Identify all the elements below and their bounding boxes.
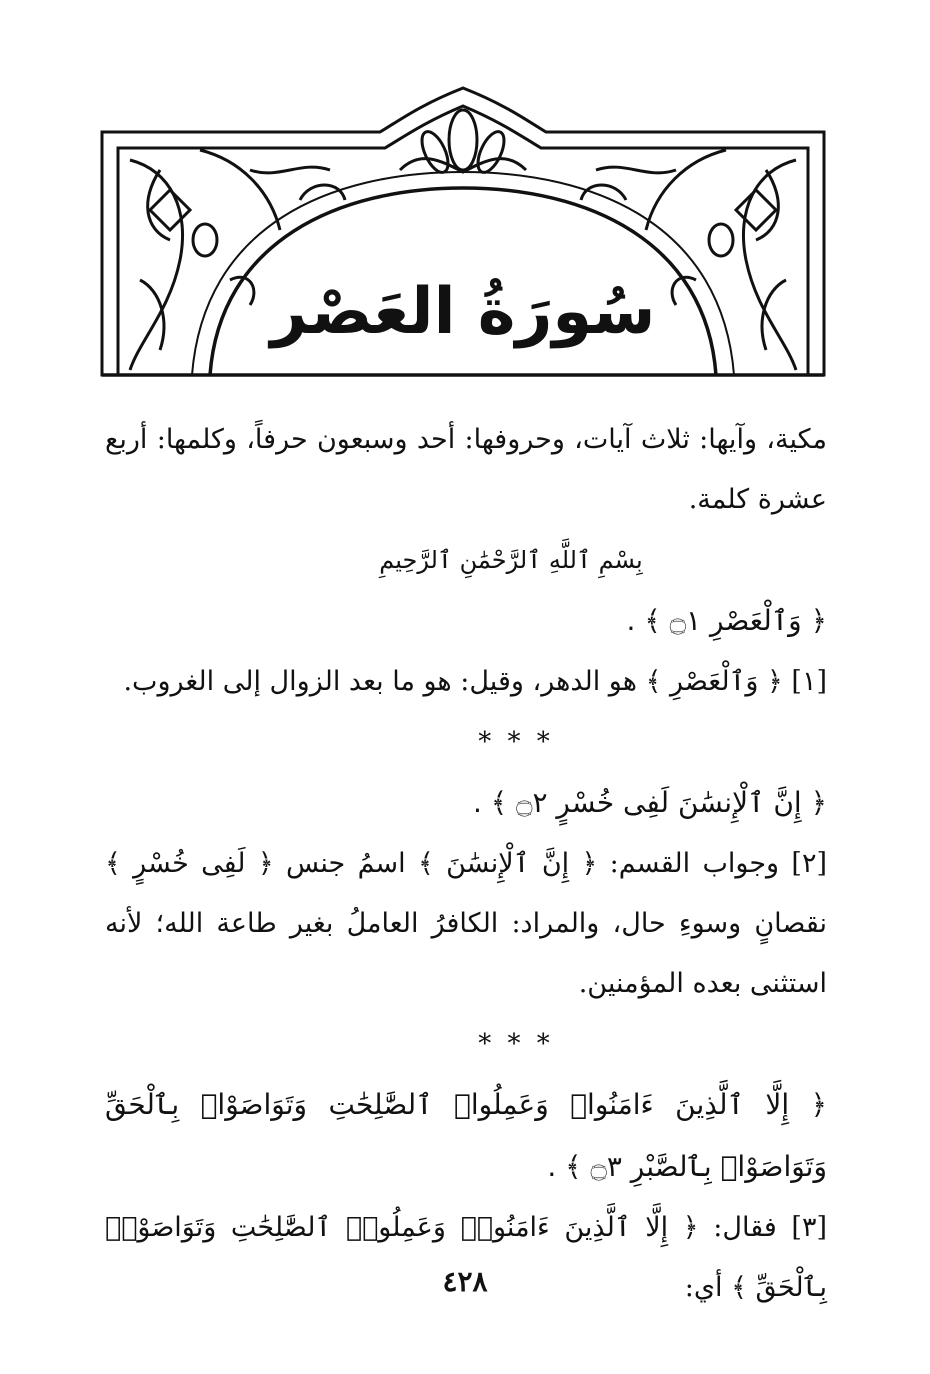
verse-1: ﴿ وَٱلْعَصْرِ ۝١ ﴾ . (626, 604, 827, 637)
page-body (105, 410, 827, 1318)
commentary-3: [٣] فقال: ﴿ إِلَّا ٱلَّذِينَ ءَامَنُوا۟ وَعَمِلُوا۟ ٱلصَّٰلِحَٰتِ وَتَوَاصَوْا۟ بِٱلْحَقِّ ﴾ أي: (105, 1212, 827, 1303)
commentary-1: [١] ﴿ وَٱلْعَصْرِ ﴾ هو الدهر، وقيل: هو ما بعد الزوال إلى الغروب. (123, 666, 827, 697)
basmala: بِسْمِ ٱللَّهِ ٱلرَّحْمَٰنِ ٱلرَّحِيمِ (379, 546, 643, 574)
separator-stars: * * * (478, 1029, 554, 1059)
verse-2: ﴿ إِنَّ ٱلْإِنسَٰنَ لَفِى خُسْرٍ ۝٢ ﴾ . (472, 786, 827, 819)
separator-stars: * * * (478, 727, 554, 757)
surah-header-frame (100, 80, 826, 380)
commentary-2: [٢] وجواب القسم: ﴿ إِنَّ ٱلْإِنسَٰنَ ﴾ اسمُ جنس ﴿ لَفِى خُسْرٍ ﴾ نقصانٍ وسوءِ حال، والمراد: الكافرُ العاملُ بغير طاعة الله؛ لأنه استثنى بعده المؤمنين. (105, 848, 827, 999)
surah-title: سُورَةُ العَصْر (270, 275, 656, 349)
page-number: ٤٢٨ (442, 1265, 488, 1298)
verse-3: ﴿ إِلَّا ٱلَّذِينَ ءَامَنُوا۟ وَعَمِلُوا۟ ٱلصَّٰلِحَٰتِ وَتَوَاصَوْا۟ بِٱلْحَقِّ وَتَوَاصَوْا۟ بِٱلصَّبْرِ ۝٣ ﴾ . (105, 1088, 827, 1183)
surah-intro: مكية، وآيها: ثلاث آيات، وحروفها: أحد وسبعون حرفاً، وكلمها: أربع عشرة كلمة. (105, 424, 827, 515)
